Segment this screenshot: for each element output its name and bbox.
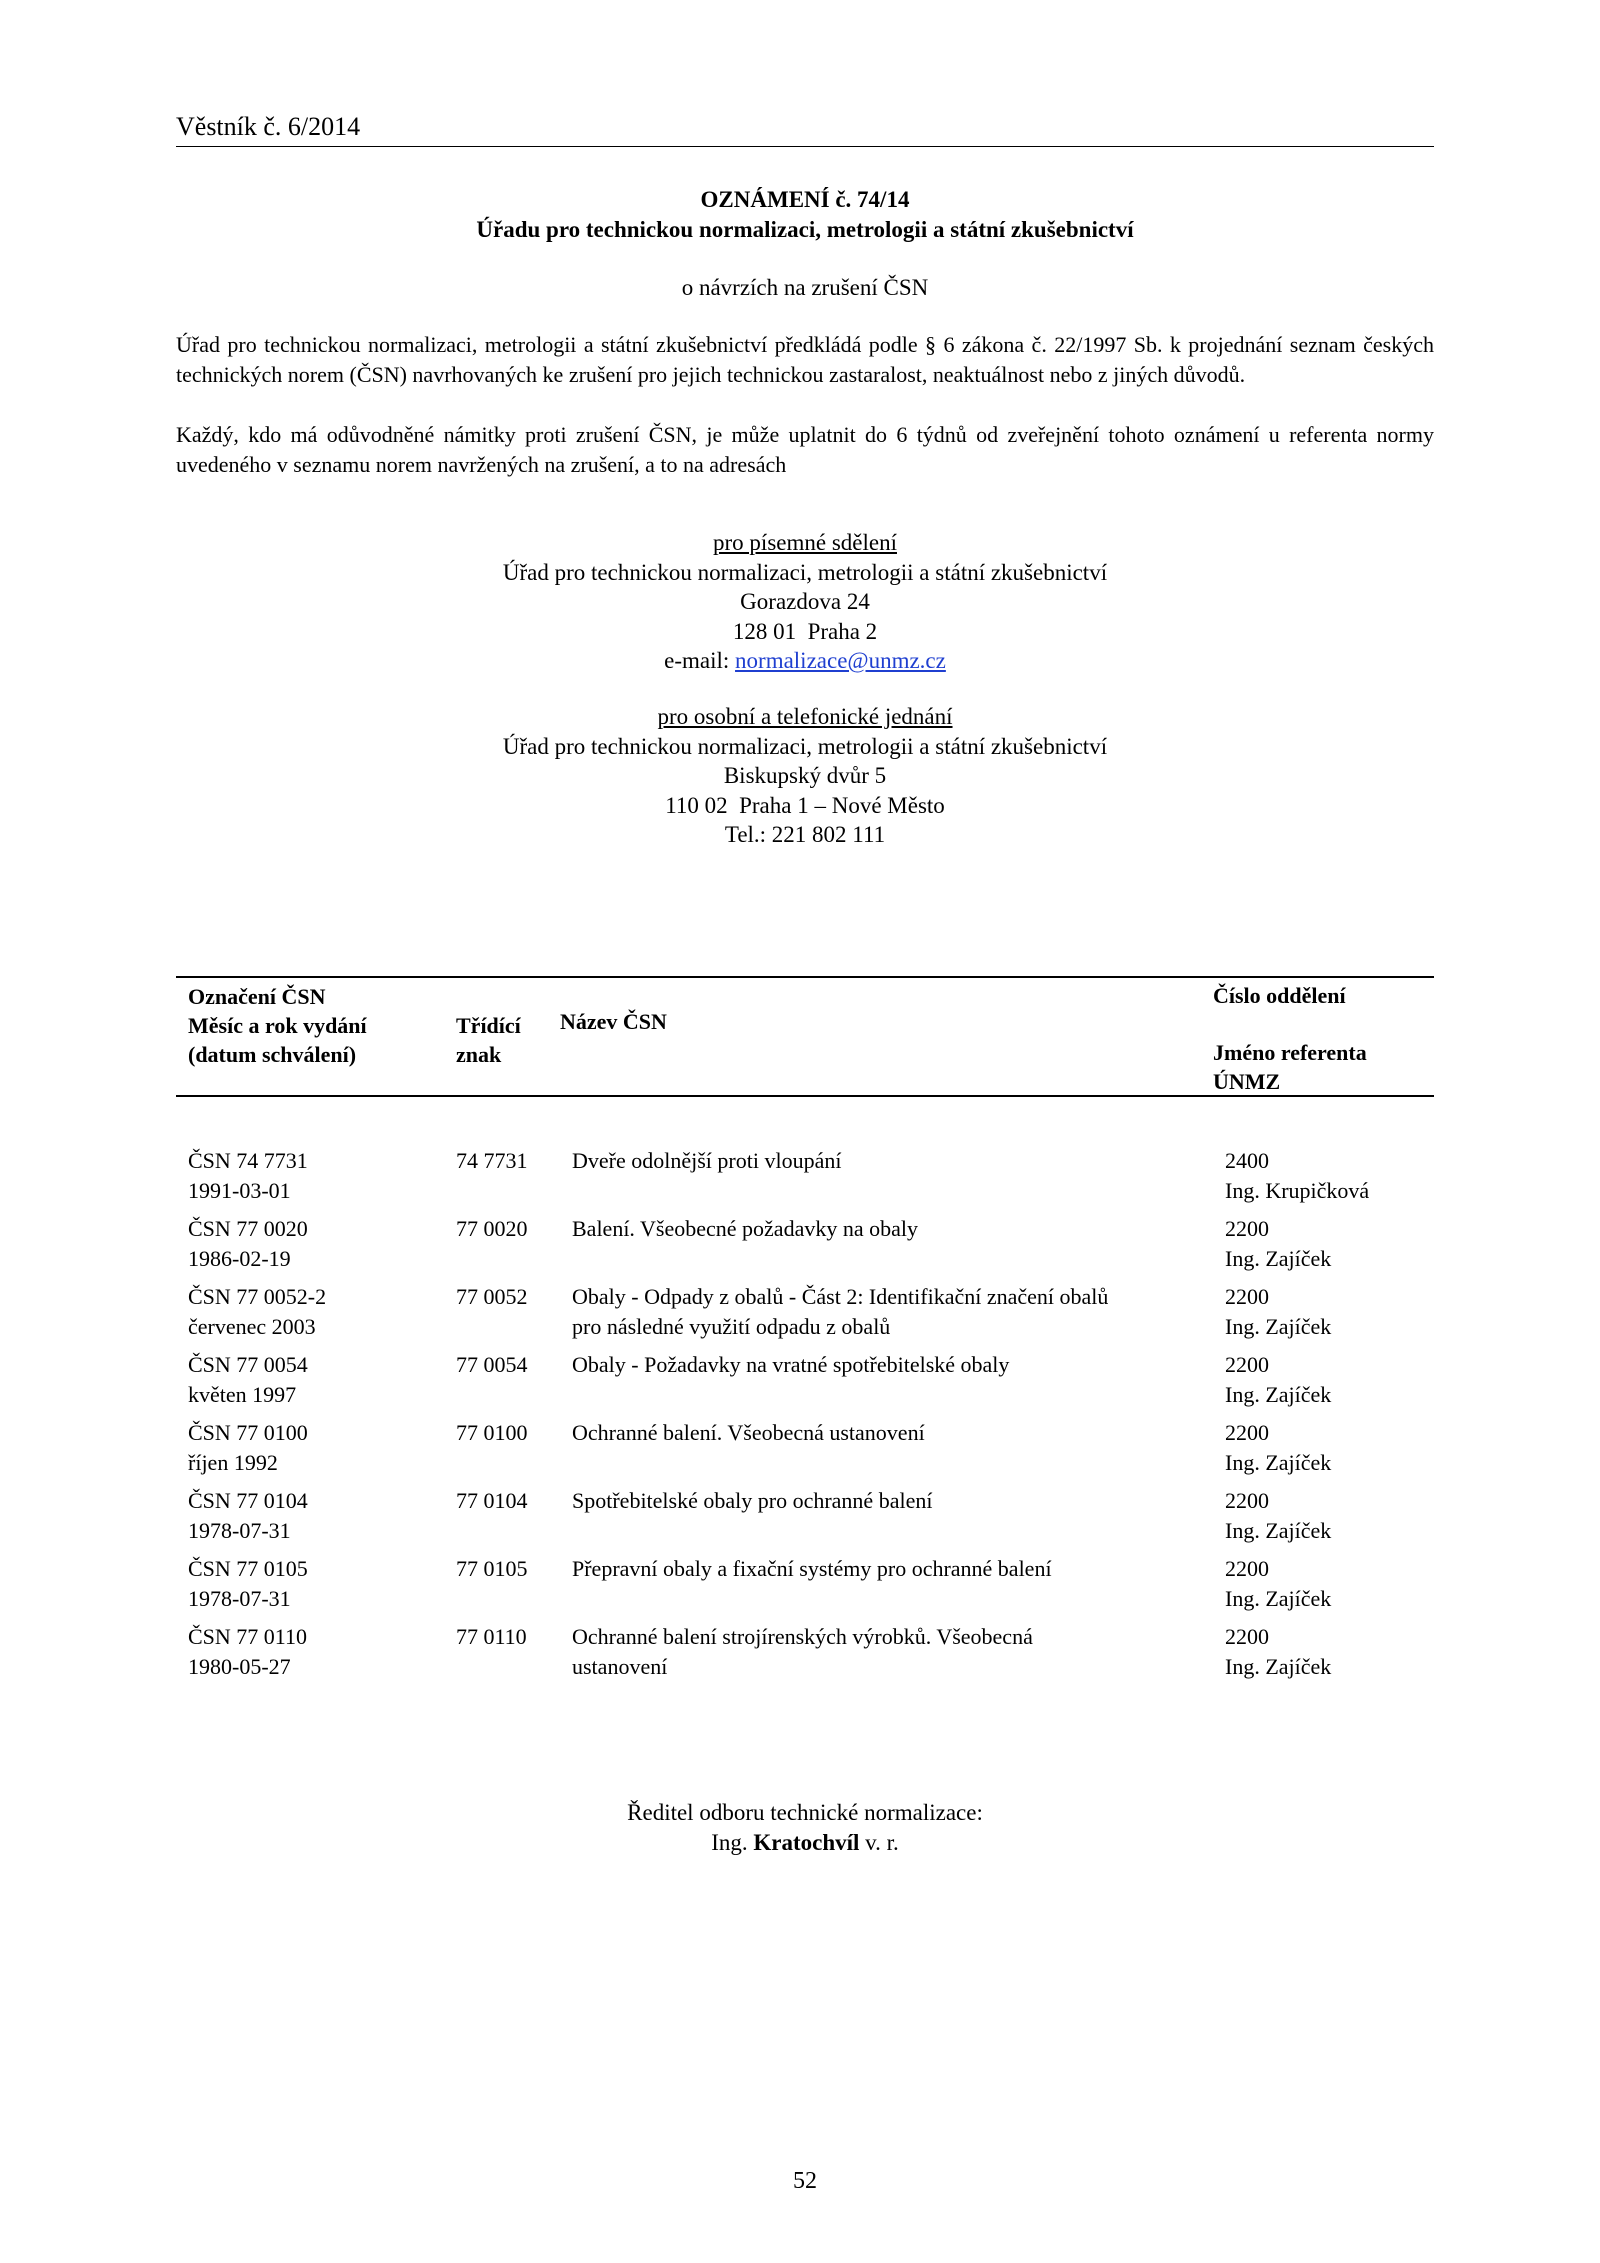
title-cell xyxy=(572,1350,1192,1380)
signature-block xyxy=(176,1798,1434,1858)
title-line: Ochranné balení strojírenských výrobků. Všeobecná xyxy=(572,1624,1033,1649)
title-line: pro následné využití odpadu z obalů xyxy=(572,1313,891,1339)
signature-surname: Kratochvíl xyxy=(753,1830,860,1855)
table-row xyxy=(0,1622,1600,1690)
title-line: Přepravní obaly a fixační systémy pro ochranné balení xyxy=(572,1556,1052,1581)
referent-name: Ing. Krupičková xyxy=(1225,1177,1370,1203)
issue-date: 1980-05-27 xyxy=(188,1653,291,1679)
header-referent-line: Jméno referenta xyxy=(1213,1040,1367,1065)
class-code-cell: 77 0105 xyxy=(456,1556,528,1581)
referent-cell xyxy=(1225,1554,1425,1613)
designation-cell xyxy=(188,1486,448,1545)
issue-date: květen 1997 xyxy=(188,1381,297,1407)
class-code-cell: 77 0110 xyxy=(456,1624,527,1649)
csn-code: ČSN 77 0104 xyxy=(188,1488,308,1513)
header-class-code-line: znak xyxy=(456,1042,502,1067)
written-address-org: Úřad pro technickou normalizaci, metrologii a státní zkušebnictví xyxy=(502,559,1108,585)
email-label: e-mail: xyxy=(664,648,736,673)
header-department: Číslo oddělení xyxy=(1213,983,1346,1008)
email-line xyxy=(176,646,1434,676)
header-class-code-line: Třídící xyxy=(456,1013,521,1038)
title-cell xyxy=(572,1214,1192,1244)
journal-header: Věstník č. 6/2014 xyxy=(176,112,361,141)
designation-cell xyxy=(188,1418,448,1477)
referent-name: Ing. Zajíček xyxy=(1225,1585,1332,1611)
email-link[interactable]: normalizace@unmz.cz xyxy=(735,648,946,673)
csn-code: ČSN 77 0054 xyxy=(188,1352,308,1377)
title-line: Obaly - Odpady z obalů - Část 2: Identifikační značení obalů xyxy=(572,1284,1109,1309)
class-code-cell: 77 0052 xyxy=(456,1284,528,1309)
csn-code: ČSN 77 0105 xyxy=(188,1556,308,1581)
table-row xyxy=(0,1554,1600,1622)
written-address-city: 128 01 Praha 2 xyxy=(732,618,878,644)
personal-address-phone: Tel.: 221 802 111 xyxy=(724,822,886,847)
class-code-cell: 74 7731 xyxy=(456,1148,528,1173)
referent-cell xyxy=(1225,1350,1425,1409)
header-class-code xyxy=(456,1011,521,1069)
header-referent-line: ÚNMZ xyxy=(1213,1069,1281,1094)
intro-paragraph: Úřad pro technickou normalizaci, metrologii a státní zkušebnictví předkládá podle § 6 zákona č. 22/1997 Sb. k projednání seznam českých technických norem (ČSN) navrhovaných ke zrušení pro jejich technickou zastaralost, neaktuálnost nebo z jiných důvodů. xyxy=(176,332,1434,387)
table-body xyxy=(0,1146,1600,1690)
title-line: Obaly - Požadavky na vratné spotřebitelské obaly xyxy=(572,1352,1010,1377)
department-number: 2200 xyxy=(1225,1216,1269,1241)
referent-cell xyxy=(1225,1214,1425,1273)
issue-date: 1978-07-31 xyxy=(188,1585,291,1611)
header-designation-line: (datum schválení) xyxy=(188,1042,357,1067)
referent-cell xyxy=(1225,1282,1425,1341)
signature-title: Ing. xyxy=(711,1830,748,1855)
referent-cell xyxy=(1225,1146,1425,1205)
referent-name: Ing. Zajíček xyxy=(1225,1449,1332,1475)
designation-cell xyxy=(188,1554,448,1613)
personal-address-org: Úřad pro technickou normalizaci, metrologii a státní zkušebnictví xyxy=(502,733,1108,759)
table-row xyxy=(0,1282,1600,1350)
signature-role: Ředitel odboru technické normalizace: xyxy=(627,1800,983,1825)
announcement-subtitle: o návrzích na zrušení ČSN xyxy=(681,275,929,300)
csn-code: ČSN 77 0110 xyxy=(188,1624,307,1649)
title-line: Dveře odolnější proti vloupání xyxy=(572,1148,842,1173)
header-designation xyxy=(188,982,367,1069)
page-number: 52 xyxy=(793,2168,817,2194)
table-top-rule xyxy=(176,976,1434,978)
table-header-rule xyxy=(176,1095,1434,1097)
issue-date: červenec 2003 xyxy=(188,1313,316,1339)
referent-name: Ing. Zajíček xyxy=(1225,1313,1332,1339)
announcement-title: OZNÁMENÍ č. 74/14 xyxy=(700,187,910,212)
office-name: Úřadu pro technickou normalizaci, metrologii a státní zkušebnictví xyxy=(476,217,1134,242)
department-number: 2200 xyxy=(1225,1284,1269,1309)
issue-date: 1986-02-19 xyxy=(188,1245,291,1271)
signature-name-line xyxy=(176,1828,1434,1858)
csn-code: ČSN 77 0020 xyxy=(188,1216,308,1241)
csn-code: ČSN 74 7731 xyxy=(188,1148,308,1173)
written-address-heading: pro písemné sdělení xyxy=(713,530,897,555)
header-referent xyxy=(1213,1038,1367,1096)
title-line: Ochranné balení. Všeobecná ustanovení xyxy=(572,1420,925,1445)
table-row xyxy=(0,1486,1600,1554)
department-number: 2200 xyxy=(1225,1420,1269,1445)
title-cell xyxy=(572,1282,1192,1341)
department-number: 2200 xyxy=(1225,1488,1269,1513)
table-row xyxy=(0,1418,1600,1486)
written-address-block xyxy=(176,528,1434,676)
written-address-street: Gorazdova 24 xyxy=(740,589,870,614)
class-code-cell: 77 0104 xyxy=(456,1488,528,1513)
table-row xyxy=(0,1214,1600,1282)
referent-name: Ing. Zajíček xyxy=(1225,1245,1332,1271)
issue-date: 1978-07-31 xyxy=(188,1517,291,1543)
referent-cell xyxy=(1225,1486,1425,1545)
personal-address-block xyxy=(176,702,1434,850)
title-line: Balení. Všeobecné požadavky na obaly xyxy=(572,1216,918,1241)
title-cell xyxy=(572,1146,1192,1176)
issue-date: říjen 1992 xyxy=(188,1449,278,1475)
header-title: Název ČSN xyxy=(560,1009,667,1034)
department-number: 2200 xyxy=(1225,1624,1269,1649)
personal-address-street: Biskupský dvůr 5 xyxy=(723,763,887,788)
title-cell xyxy=(572,1622,1192,1681)
referent-cell xyxy=(1225,1418,1425,1477)
objection-paragraph: Každý, kdo má odůvodněné námitky proti zrušení ČSN, je může uplatnit do 6 týdnů od zveřejnění tohoto oznámení u referenta normy uvedeného v seznamu norem navržených na zrušení, a to na adresách xyxy=(176,422,1434,477)
table-row xyxy=(0,1350,1600,1418)
designation-cell xyxy=(188,1622,448,1681)
title-cell xyxy=(572,1418,1192,1448)
department-number: 2200 xyxy=(1225,1352,1269,1377)
csn-code: ČSN 77 0100 xyxy=(188,1420,308,1445)
header-designation-line: Označení ČSN xyxy=(188,984,326,1009)
department-number: 2200 xyxy=(1225,1556,1269,1581)
designation-cell xyxy=(188,1282,448,1341)
referent-name: Ing. Zajíček xyxy=(1225,1653,1332,1679)
header-designation-line: Měsíc a rok vydání xyxy=(188,1013,367,1038)
title-cell xyxy=(572,1486,1192,1516)
table-row xyxy=(0,1146,1600,1214)
department-number: 2400 xyxy=(1225,1148,1269,1173)
referent-name: Ing. Zajíček xyxy=(1225,1517,1332,1543)
designation-cell xyxy=(188,1214,448,1273)
class-code-cell: 77 0054 xyxy=(456,1352,528,1377)
header-rule xyxy=(176,146,1434,147)
title-cell xyxy=(572,1554,1192,1584)
title-line: Spotřebitelské obaly pro ochranné balení xyxy=(572,1488,933,1513)
personal-address-heading: pro osobní a telefonické jednání xyxy=(657,704,953,729)
referent-name: Ing. Zajíček xyxy=(1225,1381,1332,1407)
personal-address-city: 110 02 Praha 1 – Nové Město xyxy=(665,792,945,818)
designation-cell xyxy=(188,1350,448,1409)
class-code-cell: 77 0020 xyxy=(456,1216,528,1241)
csn-code: ČSN 77 0052-2 xyxy=(188,1284,327,1309)
issue-date: 1991-03-01 xyxy=(188,1177,291,1203)
class-code-cell: 77 0100 xyxy=(456,1420,528,1445)
title-line: ustanovení xyxy=(572,1653,668,1679)
referent-cell xyxy=(1225,1622,1425,1681)
signature-suffix: v. r. xyxy=(865,1830,899,1855)
designation-cell xyxy=(188,1146,448,1205)
